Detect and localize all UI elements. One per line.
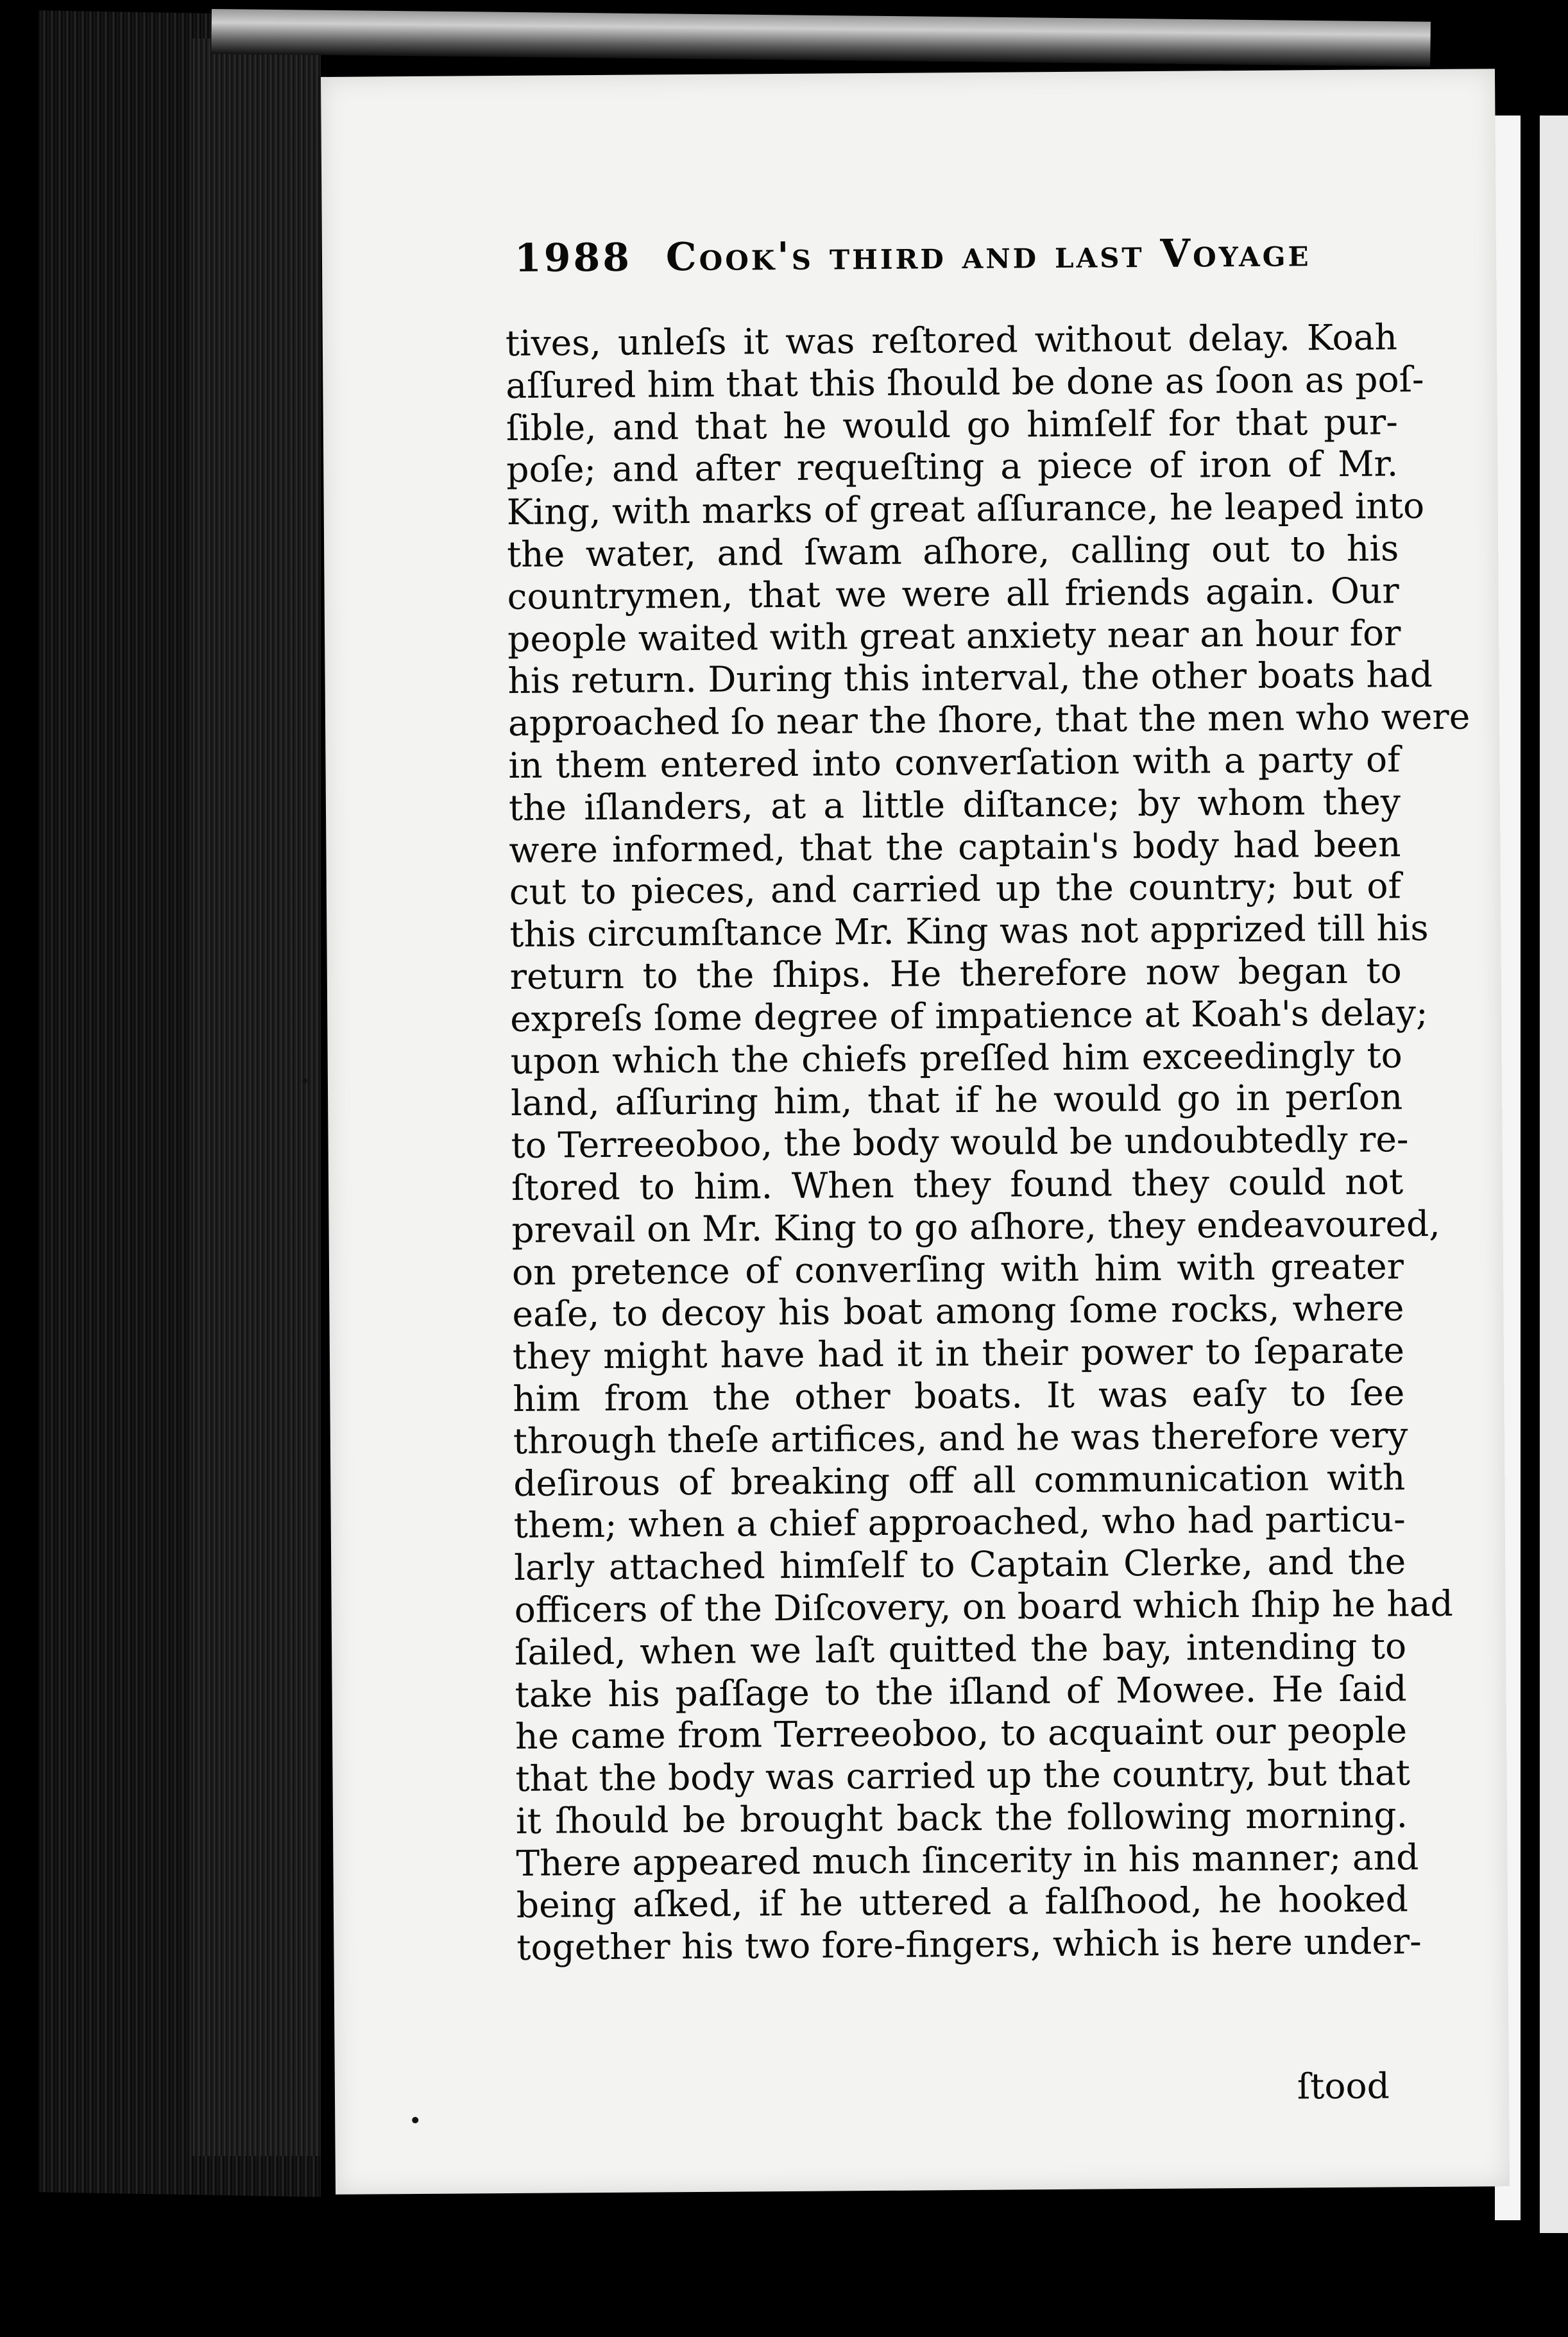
text-line: King, with marks of great aſſurance, he leaped into	[506, 485, 1425, 533]
text-line: being aſked, if he uttered a falſhood, he hooked	[516, 1878, 1409, 1926]
text-line: ſible, and that he would go himſelf for that pur-	[506, 400, 1399, 449]
text-line: eaſe, to decoy his boat among ſome rocks, where	[512, 1287, 1404, 1335]
text-line: this circumſtance Mr. King was not apprized till his	[509, 907, 1429, 955]
text-line: together his two fore-fingers, which is here under-	[516, 1921, 1422, 1969]
text-line: take his paſſage to the iſland of Mowee. He ſaid	[515, 1667, 1407, 1715]
text-line: deſirous of breaking off all communication with	[513, 1456, 1406, 1504]
text-line: to Terreeoboo, the body would be undoubtedly re-	[511, 1118, 1409, 1167]
text-line: they might have had it in their power to ſeparate	[512, 1330, 1405, 1378]
adjacent-page-strip-outer	[1540, 116, 1568, 2233]
book-top-edge	[211, 9, 1431, 67]
text-line: aſſured him that this ſhould be done as ſoon as poſ-	[506, 358, 1424, 406]
text-line: people waited with great anxiety near an hour for	[507, 612, 1401, 660]
book-page	[321, 69, 1510, 2195]
text-line: were informed, that the captain's body had been	[509, 823, 1401, 871]
text-line: tives, unleſs it was reſtored without delay. Koah	[505, 316, 1398, 364]
text-line: officers of the Diſcovery, on board which ſhip he had	[514, 1582, 1453, 1631]
text-line: it ſhould be brought back the following morning.	[515, 1794, 1408, 1842]
ink-speck	[302, 1078, 307, 1083]
text-line: them; when a chief approached, who had particu-	[513, 1498, 1406, 1546]
text-line: in them entered into converſation with a party of	[508, 739, 1401, 786]
text-line: larly attached himſelf to Captain Clerke, and the	[514, 1541, 1406, 1589]
text-line: he came from Terreeoboo, to acquaint our people	[515, 1709, 1408, 1758]
body-text	[505, 316, 1470, 1969]
text-line: upon which the chiefs preſſed him exceedingly to	[510, 1034, 1402, 1082]
book-spine-shadow	[192, 39, 321, 2156]
text-line: on pretence of converſing with him with greater	[511, 1245, 1404, 1293]
text-line: return to the ſhips. He therefore now began to	[509, 950, 1402, 997]
text-line: that the body was carried up the country, but that	[515, 1752, 1411, 1800]
running-header	[515, 230, 1311, 281]
text-line: expreſs ſome degree of impatience at Koah's delay;	[510, 991, 1428, 1040]
text-line: ſailed, when we laſt quitted the bay, intending to	[514, 1625, 1407, 1673]
text-line: the iſlanders, at a little diſtance; by whom they	[508, 781, 1401, 828]
text-line: the water, and ſwam aſhore, calling out to his	[506, 527, 1399, 575]
text-line: prevail on Mr. King to go aſhore, they endeavoured,	[511, 1203, 1440, 1251]
catchword: ſtood	[1297, 2065, 1390, 2107]
text-line: countrymen, that we were all friends again. Our	[507, 570, 1399, 617]
ink-speck	[412, 2117, 418, 2123]
text-line: There appeared much ſincerity in his manner; and	[516, 1836, 1419, 1884]
text-line: ſtored to him. When they found they could not	[511, 1161, 1404, 1208]
text-line: his return. During this interval, the other boats had	[507, 654, 1433, 702]
running-title: Cook's third and last Voyage	[665, 230, 1311, 280]
text-line: poſe; and after requeſting a piece of iron of Mr.	[506, 443, 1399, 491]
page-number: 1988	[514, 235, 633, 281]
text-line: cut to pieces, and carried up the country; but of	[509, 865, 1402, 913]
text-line: him from the other boats. It was eaſy to ſee	[513, 1372, 1405, 1419]
text-line: land, aſſuring him, that if he would go in perſon	[510, 1076, 1403, 1124]
text-line: through theſe artifices, and he was therefore very	[513, 1414, 1408, 1462]
text-line: approached ſo near the ſhore, that the men who were	[507, 696, 1470, 744]
